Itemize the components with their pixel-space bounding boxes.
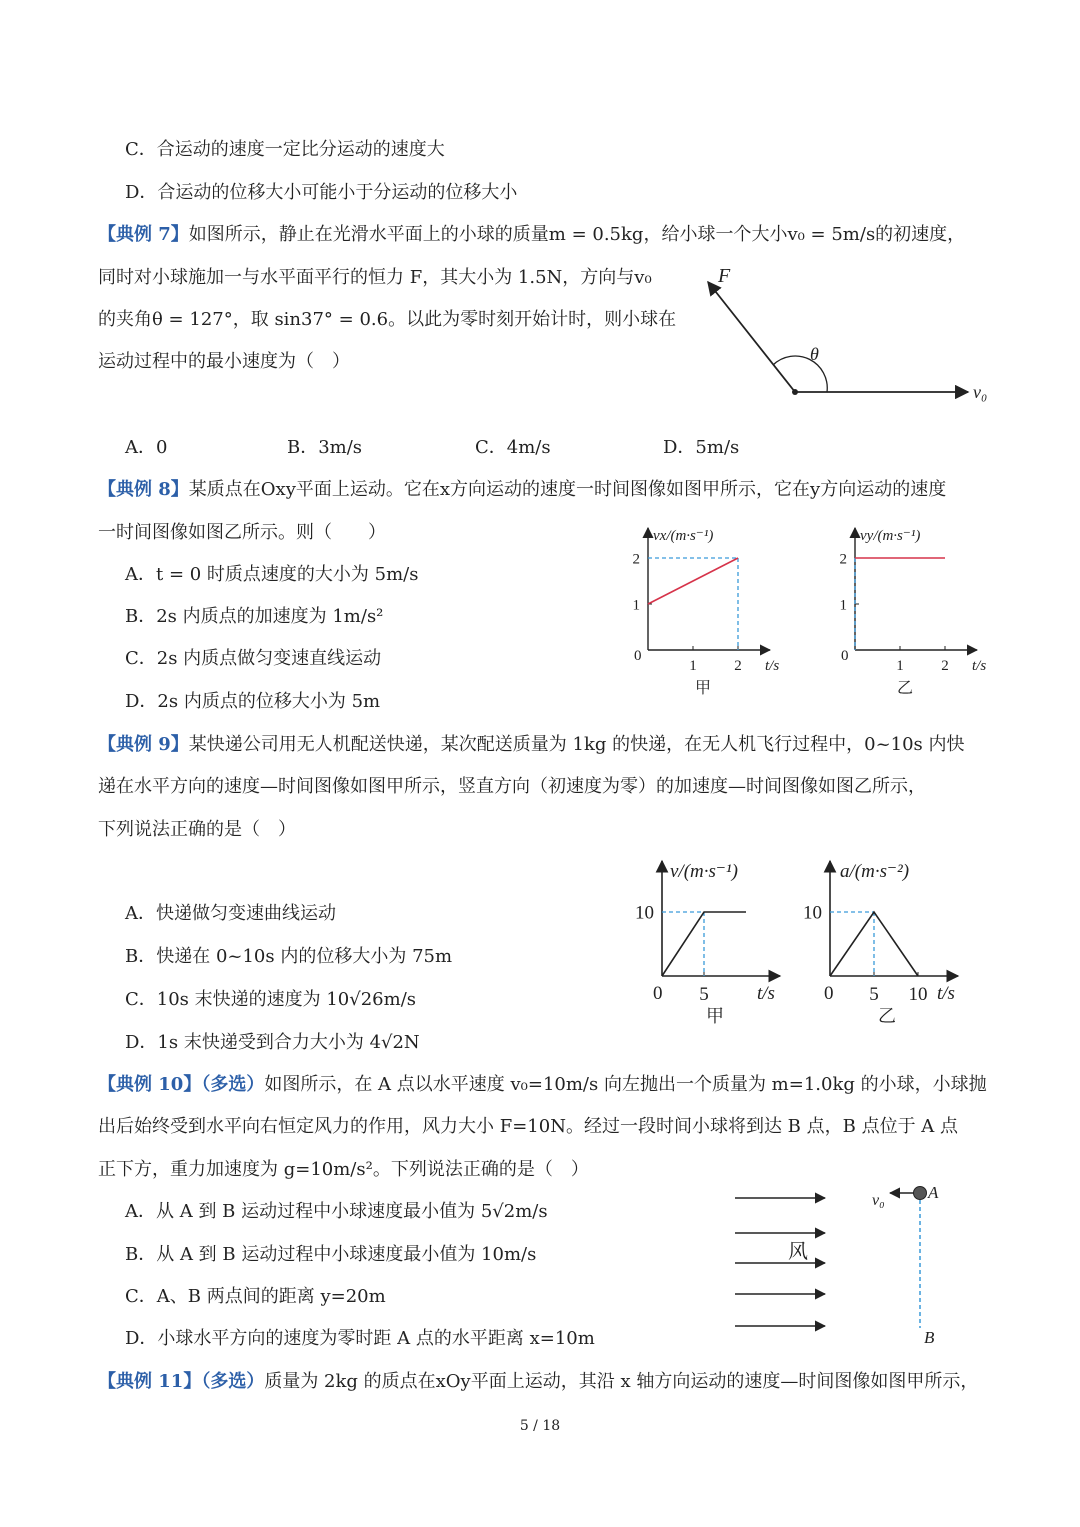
ex9-yi-xtick-10: 10 — [908, 984, 928, 1005]
ex7-line-4: 运动过程中的最小速度为（ ） — [98, 351, 350, 372]
ex8-jia-ytick-1: 1 — [632, 597, 640, 614]
ex9-jia-xtick-5: 5 — [699, 984, 709, 1005]
ex7-ball — [792, 389, 798, 395]
ex7-option-d: D．5m/s — [663, 437, 740, 458]
ex8-jia-ytick-2: 2 — [632, 551, 640, 568]
ex7-tag: 【典例 7】 — [98, 224, 189, 245]
ex7-force-diagram — [690, 260, 1000, 410]
ex7-line-3: 的夹角θ = 127°，取 sin37° = 0.6。以此为零时刻开始计时，则小球在 — [98, 309, 677, 330]
ex10-option-c: C．A、B 两点间的距离 y=20m — [125, 1286, 386, 1307]
ex7-label-theta: θ — [810, 344, 819, 364]
ex8-yi-ytick-2: 2 — [839, 551, 847, 568]
wind-label: 风 — [788, 1241, 808, 1263]
ex8-chart-jia — [625, 520, 795, 700]
ex8-jia-origin: 0 — [634, 648, 642, 664]
ex8-yi-ylabel: vy/(m·s⁻¹) — [860, 528, 921, 544]
ex9-chart-yi — [800, 855, 980, 1030]
ex8-jia-xtick-1: 1 — [689, 658, 697, 674]
ex9-option-a: A．快递做匀变速曲线运动 — [125, 903, 336, 924]
ex10-option-a: A．从 A 到 B 运动过程中小球速度最小值为 5√2m/s — [125, 1201, 548, 1222]
ex8-jia-ylabel: vx/(m·s⁻¹) — [653, 528, 714, 544]
ex9-tag: 【典例 9】 — [98, 734, 189, 755]
ex9-option-d: D．1s 末快递受到合力大小为 4√2N — [125, 1032, 420, 1053]
ex9-line-3: 下列说法正确的是（ ） — [98, 819, 296, 840]
ex9-yi-ytick-10: 10 — [803, 902, 822, 924]
ex8-jia-xtick-2: 2 — [734, 658, 742, 674]
ex8-yi-dynamic — [840, 551, 949, 674]
ex9-option-c: C．10s 末快递的速度为 10√26m/s — [125, 989, 417, 1010]
ex8-line-1: 【典例 8】某质点在Oxy平面上运动。它在x方向运动的速度一时间图像如图甲所示，它在y方向运动的速度 — [98, 479, 947, 500]
ex9-yi-origin: 0 — [824, 983, 834, 1004]
page-number: 5 / 18 — [519, 1418, 561, 1434]
ex9-jia-title: 甲 — [706, 1006, 724, 1026]
ex10-multi: （多选） — [201, 1074, 265, 1095]
ex9-chart-jia — [630, 855, 800, 1030]
prev-option-c: C．合运动的速度一定比分运动的速度大 — [125, 139, 445, 160]
ex8-yi-ytick-1: 1 — [839, 597, 847, 614]
label-a: A — [928, 1183, 939, 1202]
ex9-jia-xlabel: t/s — [757, 983, 775, 1004]
ex9-line-2: 递在水平方向的速度—时间图像如图甲所示，竖直方向（初速度为零）的加速度—时间图像如图乙所示， — [98, 776, 926, 797]
ex8-yi-xtick-2: 2 — [941, 658, 949, 674]
ex8-option-d: D．2s 内质点的位移大小为 5m — [125, 691, 381, 712]
ex8-jia-xlabel: t/s — [765, 658, 780, 674]
ex8-option-a: A．t = 0 时质点速度的大小为 5m/s — [125, 564, 419, 585]
ex9-yi-dynamic — [803, 903, 928, 1005]
ex8-yi-xtick-1: 1 — [896, 658, 904, 674]
ex9-yi-xtick-5: 5 — [869, 984, 879, 1005]
ex8-jia-dynamic — [633, 551, 742, 674]
ex8-line-2: 一时间图像如图乙所示。则（ ） — [98, 522, 386, 543]
ex7-line-1: 【典例 7】如图所示，静止在光滑水平面上的小球的质量m = 0.5kg，给小球一个大小v₀ = 5m/s的初速度， — [98, 224, 966, 245]
ex8-chart-yi — [832, 520, 1002, 700]
ex8-yi-origin: 0 — [841, 648, 849, 664]
ex9-yi-title: 乙 — [878, 1006, 896, 1026]
ex11-multi: （多选） — [201, 1371, 265, 1392]
ex7-force-vector — [708, 282, 795, 392]
ex8-tag: 【典例 8】 — [98, 479, 189, 500]
ex7-option-b: B．3m/s — [287, 437, 363, 458]
ex9-jia-ytick-10: 10 — [635, 902, 654, 924]
prev-option-d: D．合运动的位移大小可能小于分运动的位移大小 — [125, 182, 518, 203]
label-v0: v₀ — [872, 1192, 885, 1209]
ex10-line-3: 正下方，重力加速度为 g=10m/s²。下列说法正确的是（ ） — [98, 1159, 589, 1180]
ball-a — [914, 1187, 927, 1200]
ex9-line-1: 【典例 9】某快递公司用无人机配送快递，某次配送质量为 1kg 的快递，在无人机飞行过程中，0~10s 内快 — [98, 734, 965, 755]
ex11-tag: 【典例 11】 — [98, 1371, 202, 1392]
ex10-tag: 【典例 10】 — [98, 1074, 202, 1095]
ex8-jia-series-line — [648, 558, 738, 604]
ex10-option-b: B．从 A 到 B 运动过程中小球速度最小值为 10m/s — [125, 1244, 537, 1265]
ex10-option-d: D．小球水平方向的速度为零时距 A 点的水平距离 x=10m — [125, 1328, 595, 1349]
ex9-jia-ylabel: v/(m·s⁻¹) — [670, 861, 738, 882]
ex11-line-1: 【典例 11】（多选）质量为 2kg 的质点在xOy平面上运动，其沿 x 轴方向运动的速度—时间图像如图甲所示， — [98, 1371, 979, 1392]
ex9-jia-origin: 0 — [653, 983, 663, 1004]
label-b: B — [924, 1328, 935, 1347]
ex10-line-2: 出后始终受到水平向右恒定风力的作用，风力大小 F=10N。经过一段时间小球将到达 B 点，B 点位于 A 点 — [98, 1116, 959, 1137]
ex8-yi-xlabel: t/s — [972, 658, 987, 674]
ex8-jia-title: 甲 — [695, 680, 712, 697]
ex7-line-2: 同时对小球施加一与水平面平行的恒力 F，其大小为 1.5N，方向与v₀ — [98, 267, 652, 288]
ex7-label-f: F — [718, 265, 731, 287]
ex10-wind-diagram — [730, 1178, 990, 1353]
ex9-yi-ylabel: a/(m·s⁻²) — [840, 861, 910, 882]
ex7-option-c: C．4m/s — [475, 437, 551, 458]
ex8-option-c: C．2s 内质点做匀变速直线运动 — [125, 648, 382, 669]
ex7-label-v0: v₀ — [973, 382, 988, 402]
ex8-option-b: B．2s 内质点的加速度为 1m/s² — [125, 606, 384, 627]
ex7-option-a: A．0 — [125, 437, 168, 458]
ex10-line-1: 【典例 10】（多选）如图所示，在 A 点以水平速度 v₀=10m/s 向左抛出一个质量为 m=1.0kg 的小球，小球抛 — [98, 1074, 987, 1095]
ex9-option-b: B．快递在 0~10s 内的位移大小为 75m — [125, 946, 453, 967]
ex8-yi-title: 乙 — [897, 680, 914, 697]
ex9-jia-dynamic — [635, 903, 746, 1005]
ex9-yi-xlabel: t/s — [937, 983, 955, 1004]
